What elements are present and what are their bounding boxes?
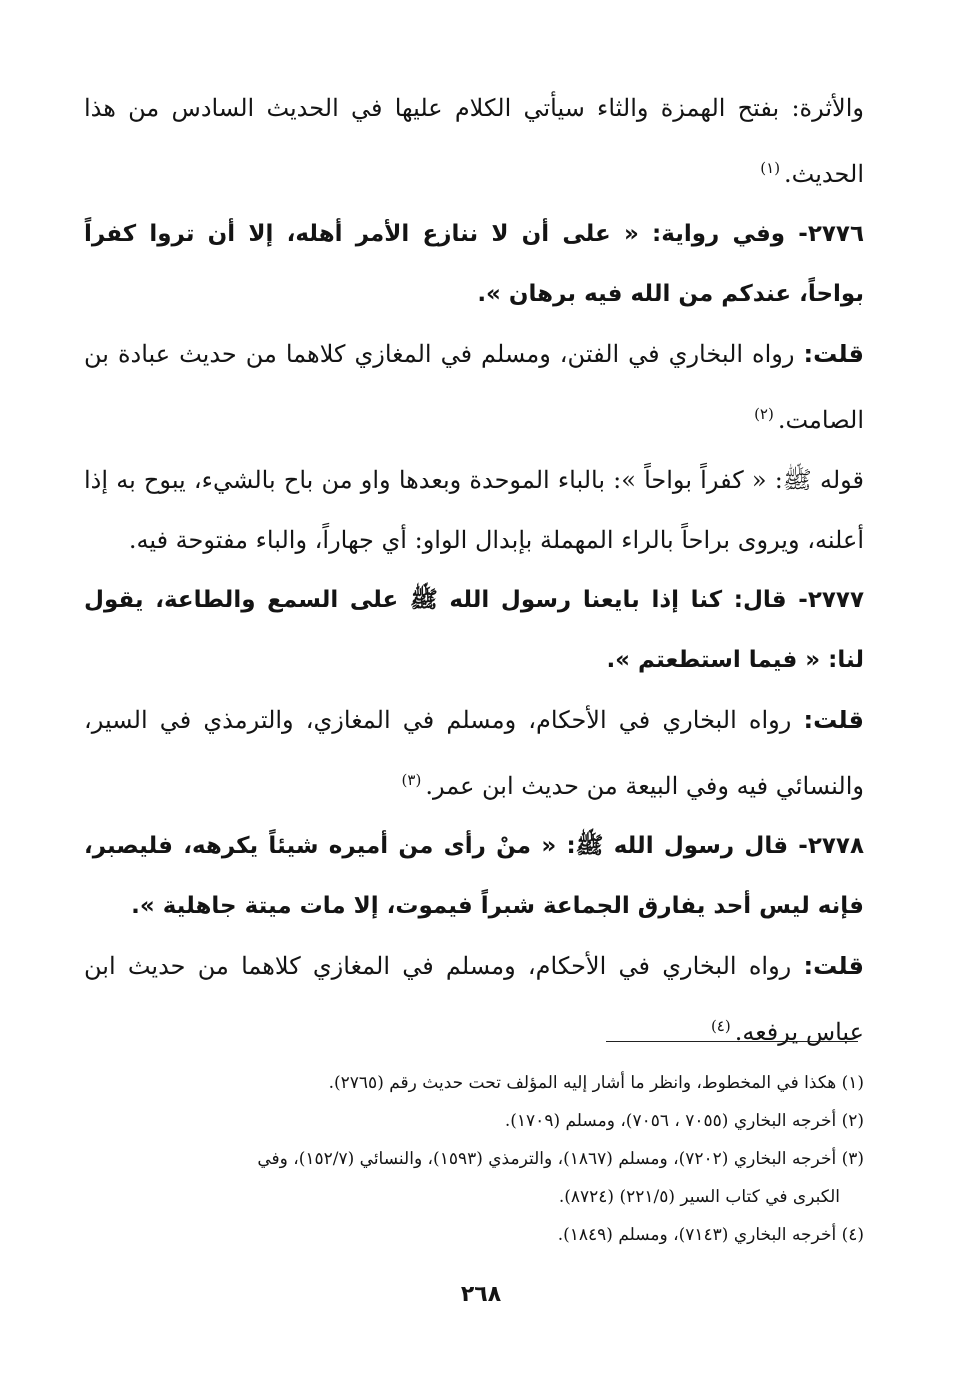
footnote-2: (٢) أخرجه البخاري (٧٠٥٥ ، ٧٠٥٦)، ومسلم (١٧٠٩). [504,1111,864,1131]
commentary-2776 [84,324,864,450]
hadith-text: ٢٧٧٨- قال رسول الله ﷺ: « منْ رأى من أميره شيئاً يكرهه، فليصبر، فإنه ليس أحد يفارق الجماعة شبراً فيموت، إلا مات ميتة جاهلية ». [84,833,864,919]
footnote-1: (١) هكذا في المخطوط، وانظر ما أشار إليه المؤلف تحت حديث رقم (٢٧٦٥). [328,1073,864,1093]
hadith-text: ٢٧٧٦- وفي رواية: « على أن لا ننازع الأمر أهله، إلا أن تروا كفراً بواحاً، عندكم من الله فيه برهان ». [84,221,864,307]
footnote-3-continuation: الكبرى في كتاب السير (٢٢١/٥) (٨٧٢٤). [558,1187,840,1207]
hadith-2776 [84,204,864,324]
footnote-4: (٤) أخرجه البخاري (٧١٤٣)، ومسلم (١٨٤٩). [557,1225,864,1245]
commentary-2778 [84,936,864,1062]
footnote-ref-3[interactable]: (٣) [401,771,422,789]
qultu-label: قلت: [803,340,864,368]
footnote-ref-4[interactable]: (٤) [710,1017,731,1035]
hadith-2777 [84,570,864,690]
footnotes [84,1064,864,1254]
commentary-text: رواه البخاري في الأحكام، ومسلم في المغازي كلاهما من حديث ابن عباس يرفعه. [84,952,864,1046]
commentary-text: رواه البخاري في الفتن، ومسلم في المغازي كلاهما من حديث عبادة بن الصامت. [84,340,864,434]
main-text [84,78,864,1062]
paragraph-text: والأثرة: بفتح الهمزة والثاء سيأتي الكلام عليها في الحديث السادس من هذا الحديث. [84,94,864,188]
paragraph-athara-note [84,78,864,204]
explanation-text: قوله ﷺ: « كفراً بواحاً »: بالباء الموحدة وبعدها واو من باح بالشيء، يبوح به إذا أعلنه، ويروى براحاً بالراء المهملة بإبدال الواو: أي جهاراً، والباء مفتوحة فيه. [84,466,864,554]
footnote-divider [606,1041,858,1042]
hadith-text: ٢٧٧٧- قال: كنا إذا بايعنا رسول الله ﷺ على السمع والطاعة، يقول لنا: « فيما استطعتم ». [84,587,864,673]
commentary-text: رواه البخاري في الأحكام، ومسلم في المغازي، والترمذي في السير، والنسائي فيه وفي البيعة من حديث ابن عمر. [84,706,864,800]
hadith-2778 [84,816,864,936]
footnote-ref-1[interactable]: (١) [760,159,781,177]
commentary-2777 [84,690,864,816]
footnote-ref-2[interactable]: (٢) [754,405,774,423]
qultu-label: قلت: [803,952,864,980]
qultu-label: قلت: [803,706,864,734]
footnote-3: (٣) أخرجه البخاري (٧٢٠٢)، ومسلم (١٨٦٧)، والترمذي (١٥٩٣)، والنسائي (١٥٢/٧)، وفي [257,1149,864,1169]
page-number: ٢٦٨ [460,1282,502,1307]
explanation-2776 [84,450,864,570]
